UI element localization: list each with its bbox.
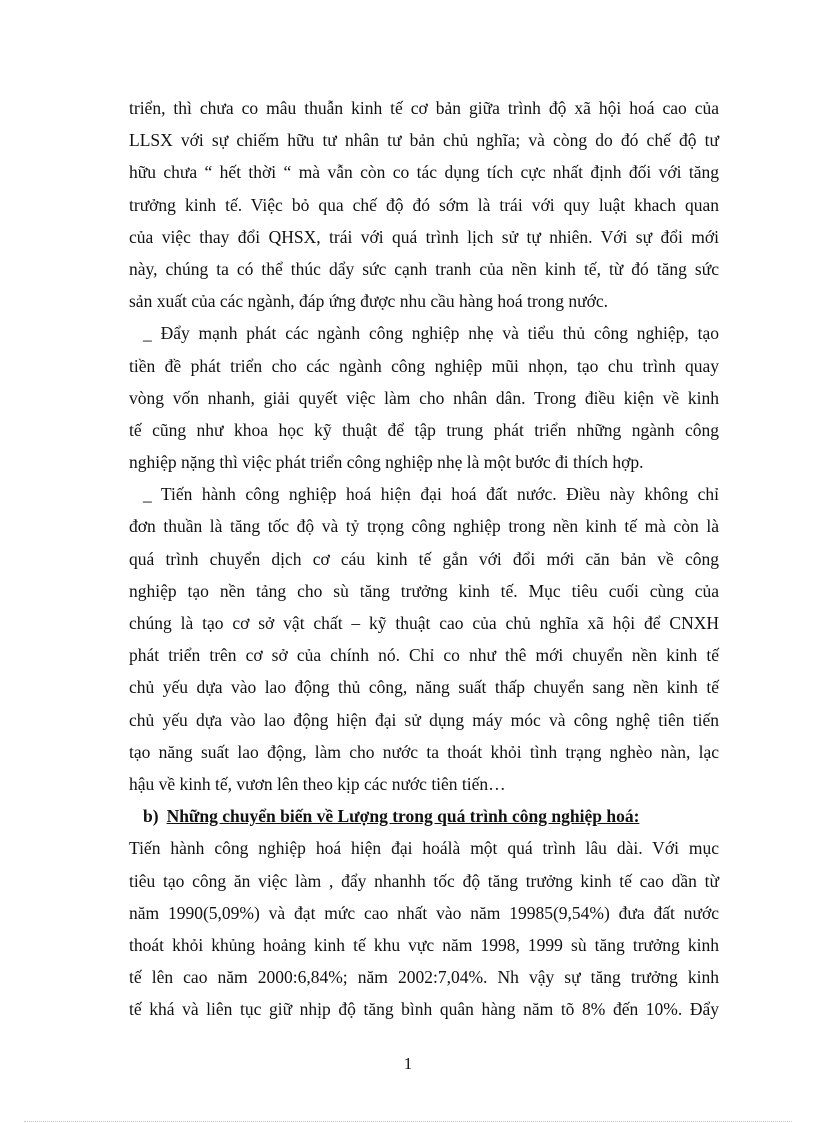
text-line: _ Tiến hành công nghiệp hoá hiện đại hoá đất nước. Điều này không chỉ (143, 484, 719, 505)
text-line: chủ yếu dựa vào lao động hiện đại sử dụng máy móc và công nghệ tiên tiến (129, 709, 719, 730)
text-line: tiêu tạo công ăn việc làm , đẩy nhanhh tốc độ tăng trưởng kinh tế cao dần từ (129, 870, 719, 891)
text-line: triển, thì chưa co mâu thuẫn kinh tế cơ bản giữa trình độ xã hội hoá cao của (129, 98, 719, 118)
text-line: trưởng kinh tế. Việc bỏ qua chế độ đó sớm là trái với quy luật khach quan (129, 194, 719, 215)
text-line: đơn thuần là tăng tốc độ và tỷ trọng công nghiệp trong nền kinh tế mà còn là (129, 516, 719, 537)
section-heading-label: b) (143, 806, 159, 827)
section-heading-text: Những chuyển biến về Lượng trong quá trình công nghiệp hoá: (166, 806, 640, 827)
text-line: tế cũng như khoa học kỹ thuật để tập trung phát triển những ngành công (129, 419, 719, 440)
paragraph-1 (129, 92, 719, 317)
text-line: phát triển trên cơ sở của chính nó. Chỉ co như thê mới chuyển nền kinh tế (129, 645, 719, 666)
text-line: hữu chưa “ hết thời “ mà vẫn còn co tác dụng tích cực nhất định đối với tăng (129, 162, 719, 183)
document-body (129, 92, 719, 1025)
text-line: hậu về kinh tế, vươn lên theo kịp các nước tiên tiến… (129, 773, 506, 794)
paragraph-3 (129, 478, 719, 800)
text-line: Tiến hành công nghiệp hoá hiện đại hoálà một quá trình lâu dài. Với mục (129, 838, 719, 859)
text-line: nghiệp nặng thì việc phát triển công nghiệp nhẹ là một bước đi thích hợp. (129, 452, 644, 473)
text-line: tiền đề phát triển cho các ngành công nghiệp mũi nhọn, tạo chu trình quay (129, 355, 719, 376)
text-line: nghiệp tạo nền tảng cho sù tăng trưởng kinh tế. Mục tiêu cuối cùng của (129, 580, 719, 601)
text-line: _ Đẩy mạnh phát các ngành công nghiệp nhẹ và tiểu thủ công nghiệp, tạo (143, 323, 719, 344)
text-line: tế khá và liên tục giữ nhịp độ tăng bình quân hàng năm tõ 8% đến 10%. Đẩy (129, 999, 719, 1020)
text-line: vòng vốn nhanh, giải quyết việc làm cho nhân dân. Trong điều kiện về kinh (129, 387, 719, 408)
paragraph-4 (129, 832, 719, 1025)
text-line: năm 1990(5,09%) và đạt mức cao nhất vào năm 19985(9,54%) đưa đất nước (129, 902, 719, 923)
text-line: thoát khỏi khủng hoảng kinh tế khu vực năm 1998, 1999 sù tăng trưởng kinh (129, 934, 719, 955)
text-line: chủ yếu dựa vào lao động thủ công, năng suất thấp chuyển sang nền kinh tế (129, 677, 719, 698)
text-line: của việc thay đổi QHSX, trái với quá trình lịch sử tự nhiên. Với sự đổi mới (129, 226, 719, 247)
text-line: quá trình chuyển dịch cơ cáu kinh tế gắn với đổi mới căn bản về công (129, 548, 719, 569)
text-line: này, chúng ta có thể thúc dẩy sức cạnh tranh của nền kinh tế, từ đó tăng sức (129, 258, 719, 279)
text-line: chúng là tạo cơ sở vật chất – kỹ thuật cao của chủ nghĩa xã hội để CNXH (129, 613, 719, 633)
text-line: tạo năng suất lao động, làm cho nước ta thoát khỏi tình trạng nghèo nàn, lạc (129, 741, 719, 762)
footer-divider (24, 1121, 792, 1122)
paragraph-2 (129, 317, 719, 478)
page-number: 1 (403, 1054, 413, 1073)
text-line: LLSX với sự chiếm hữu tư nhân tư bản chủ nghĩa; và còng do đó chế độ tư (129, 130, 719, 151)
text-line: sản xuất của các ngành, đáp ứng được nhu cầu hàng hoá trong nước. (129, 291, 608, 312)
section-heading (129, 800, 719, 832)
text-line: tế lên cao năm 2000:6,84%; năm 2002:7,04%. Nh vậy sự tăng trưởng kinh (129, 967, 719, 988)
